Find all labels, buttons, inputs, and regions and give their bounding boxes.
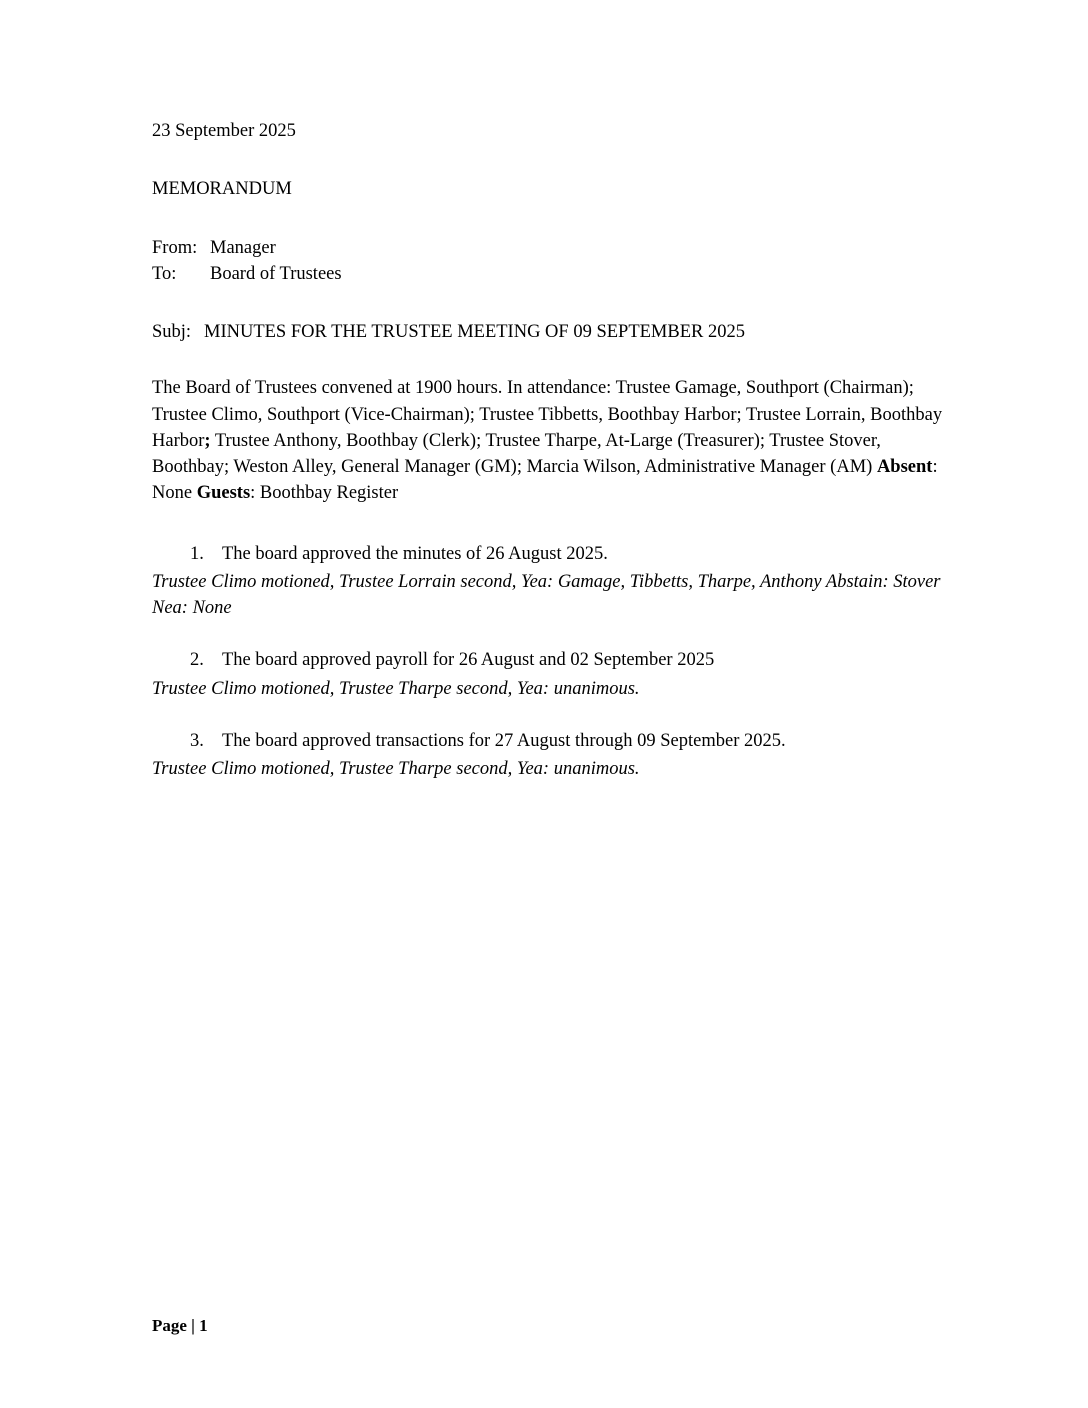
subject-value: MINUTES FOR THE TRUSTEE MEETING OF 09 SEPTEMBER 2025 [204,322,745,343]
from-value: Manager [210,237,276,258]
minute-item-3-number: 3. [190,730,204,751]
minute-item-2-number: 2. [190,650,204,671]
document-body [152,118,948,783]
memo-header-block [152,235,948,288]
to-label: To: [152,263,177,284]
minute-item-2-text: The board approved payroll for 26 August and 02 September 2025 [222,650,715,671]
from-label: From: [152,237,198,258]
subject-label: Subj: [152,322,192,343]
minute-item-1-note: Trustee Climo motioned, Trustee Lorrain second, Yea: Gamage, Tibbetts, Tharpe, Anthony Abstain: Stover Nea: None [152,571,941,619]
minute-item-3 [152,728,948,783]
guests-label: Guests [196,483,251,504]
absent-value: : None [152,457,938,504]
subject-row [152,319,948,345]
attendance-part-one: The Board of Trustees convened at 1900 hours. In attendance: Trustee Gamage, Southport (Chairman); Trustee Climo, Southport (Vice-Chairman); Trustee Tibbetts, Boothbay Harbor; Trustee Lorrain, Boothbay Harbor [152,378,943,451]
attendance-semicolon: ; [204,430,211,451]
minute-item-1-number: 1. [190,543,204,564]
minute-item-2-note: Trustee Climo motioned, Trustee Tharpe second, Yea: unanimous. [152,678,640,699]
document-date: 23 September 2025 [152,121,296,141]
minute-item-2 [152,647,948,702]
from-row [152,235,948,261]
guests-value: : Boothbay Register [250,483,399,504]
to-value: Board of Trustees [210,263,342,284]
page-footer: Page | 1 [152,1316,208,1335]
minute-item-3-note: Trustee Climo motioned, Trustee Tharpe second, Yea: unanimous. [152,759,640,780]
minute-item-1-head [152,541,948,567]
minute-item-3-head [152,728,948,754]
memorandum-heading: MEMORANDUM [152,179,292,200]
attendance-part-two: Trustee Anthony, Boothbay (Clerk); Trustee Tharpe, At-Large (Treasurer); Trustee Stover, Boothbay; Weston Alley, General Manager (GM); Marcia Wilson, Administrative Manager (AM) [152,430,881,478]
absent-label: Absent [876,457,933,478]
minute-item-1-text: The board approved the minutes of 26 August 2025. [222,543,608,564]
to-row [152,261,948,287]
minute-item-2-head [152,647,948,673]
minute-item-3-text: The board approved transactions for 27 August through 09 September 2025. [222,730,786,751]
minute-item-1 [152,541,948,622]
attendance-paragraph [152,375,948,506]
